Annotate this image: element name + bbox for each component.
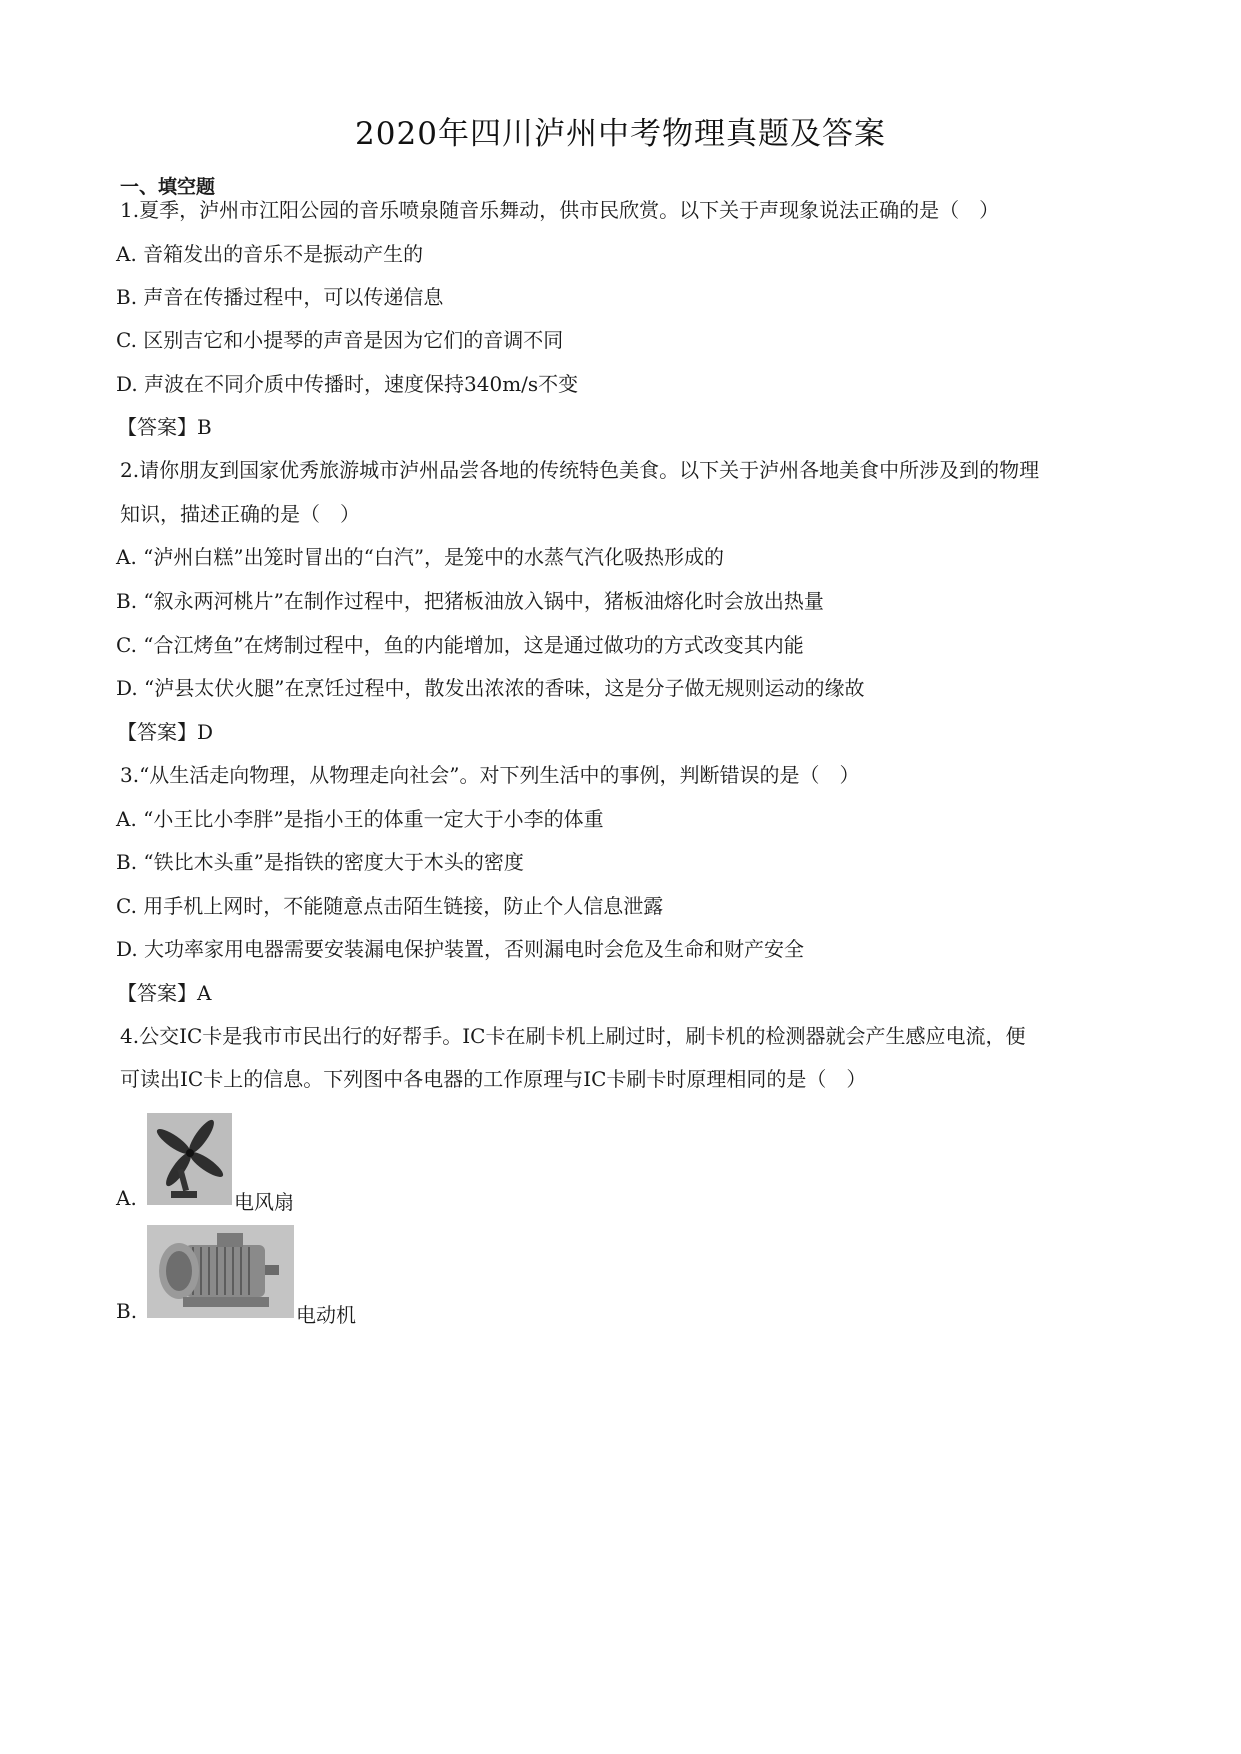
q3-stem: 3.“从生活走向物理，从物理走向社会”。对下列生活中的事例，判断错误的是（ ）: [120, 763, 860, 787]
q3-option-d: D. 大功率家用电器需要安装漏电保护装置，否则漏电时会危及生命和财产安全: [116, 937, 805, 961]
q1-answer: 【答案】B: [117, 415, 212, 439]
q3-option-b: B. “铁比木头重”是指铁的密度大于木头的密度: [116, 850, 524, 874]
q3-option-c: C. 用手机上网时，不能随意点击陌生链接，防止个人信息泄露: [116, 894, 664, 918]
q3-answer: 【答案】A: [117, 981, 212, 1005]
q4-option-b-caption: 电动机: [296, 1303, 356, 1327]
q4-stem-line-1: 4.公交IC卡是我市市民出行的好帮手。IC卡在刷卡机上刷过时，刷卡机的检测器就会产生感应电流，便: [120, 1024, 1026, 1048]
q4-option-a-label: A.: [116, 1186, 137, 1210]
q1-option-a: A. 音箱发出的音乐不是振动产生的: [116, 242, 424, 266]
q4-stem-line-2: 可读出IC卡上的信息。下列图中各电器的工作原理与IC卡刷卡时原理相同的是（ ）: [120, 1067, 867, 1091]
q1-option-d: D. 声波在不同介质中传播时，速度保持340m/s不变: [116, 372, 579, 396]
q2-option-d: D. “泸县太伏火腿”在烹饪过程中，散发出浓浓的香味，这是分子做无规则运动的缘故: [116, 676, 865, 700]
q4-option-b-label: B.: [116, 1299, 138, 1323]
electric-motor-image: [147, 1225, 294, 1318]
electric-fan-image: [147, 1113, 232, 1205]
q2-option-c: C. “合江烤鱼”在烤制过程中，鱼的内能增加，这是通过做功的方式改变其内能: [116, 633, 804, 657]
q2-stem-line-2: 知识，描述正确的是（ ）: [120, 502, 360, 526]
q2-answer: 【答案】D: [117, 720, 214, 744]
electric-fan-icon: [147, 1113, 232, 1205]
q1-option-c: C. 区别吉它和小提琴的声音是因为它们的音调不同: [116, 328, 564, 352]
q2-stem-line-1: 2.请你朋友到国家优秀旅游城市泸州品尝各地的传统特色美食。以下关于泸州各地美食中所涉及到的物理: [120, 458, 1040, 482]
section-heading: 一、填空题: [120, 176, 216, 198]
q2-option-b: B. “叙永两河桃片”在制作过程中，把猪板油放入锅中，猪板油熔化时会放出热量: [116, 589, 824, 613]
page-title: 2020年四川泸州中考物理真题及答案: [355, 116, 886, 152]
q3-option-a: A. “小王比小李胖”是指小王的体重一定大于小李的体重: [116, 807, 604, 831]
q2-option-a: A. “泸州白糕”出笼时冒出的“白汽”，是笼中的水蒸气汽化吸热形成的: [116, 545, 725, 569]
q1-option-b: B. 声音在传播过程中，可以传递信息: [116, 285, 444, 309]
q1-stem: 1.夏季，泸州市江阳公园的音乐喷泉随音乐舞动，供市民欣赏。以下关于声现象说法正确的是（ ）: [120, 198, 1000, 222]
q4-option-a-caption: 电风扇: [234, 1190, 294, 1214]
electric-motor-icon: [147, 1225, 294, 1318]
